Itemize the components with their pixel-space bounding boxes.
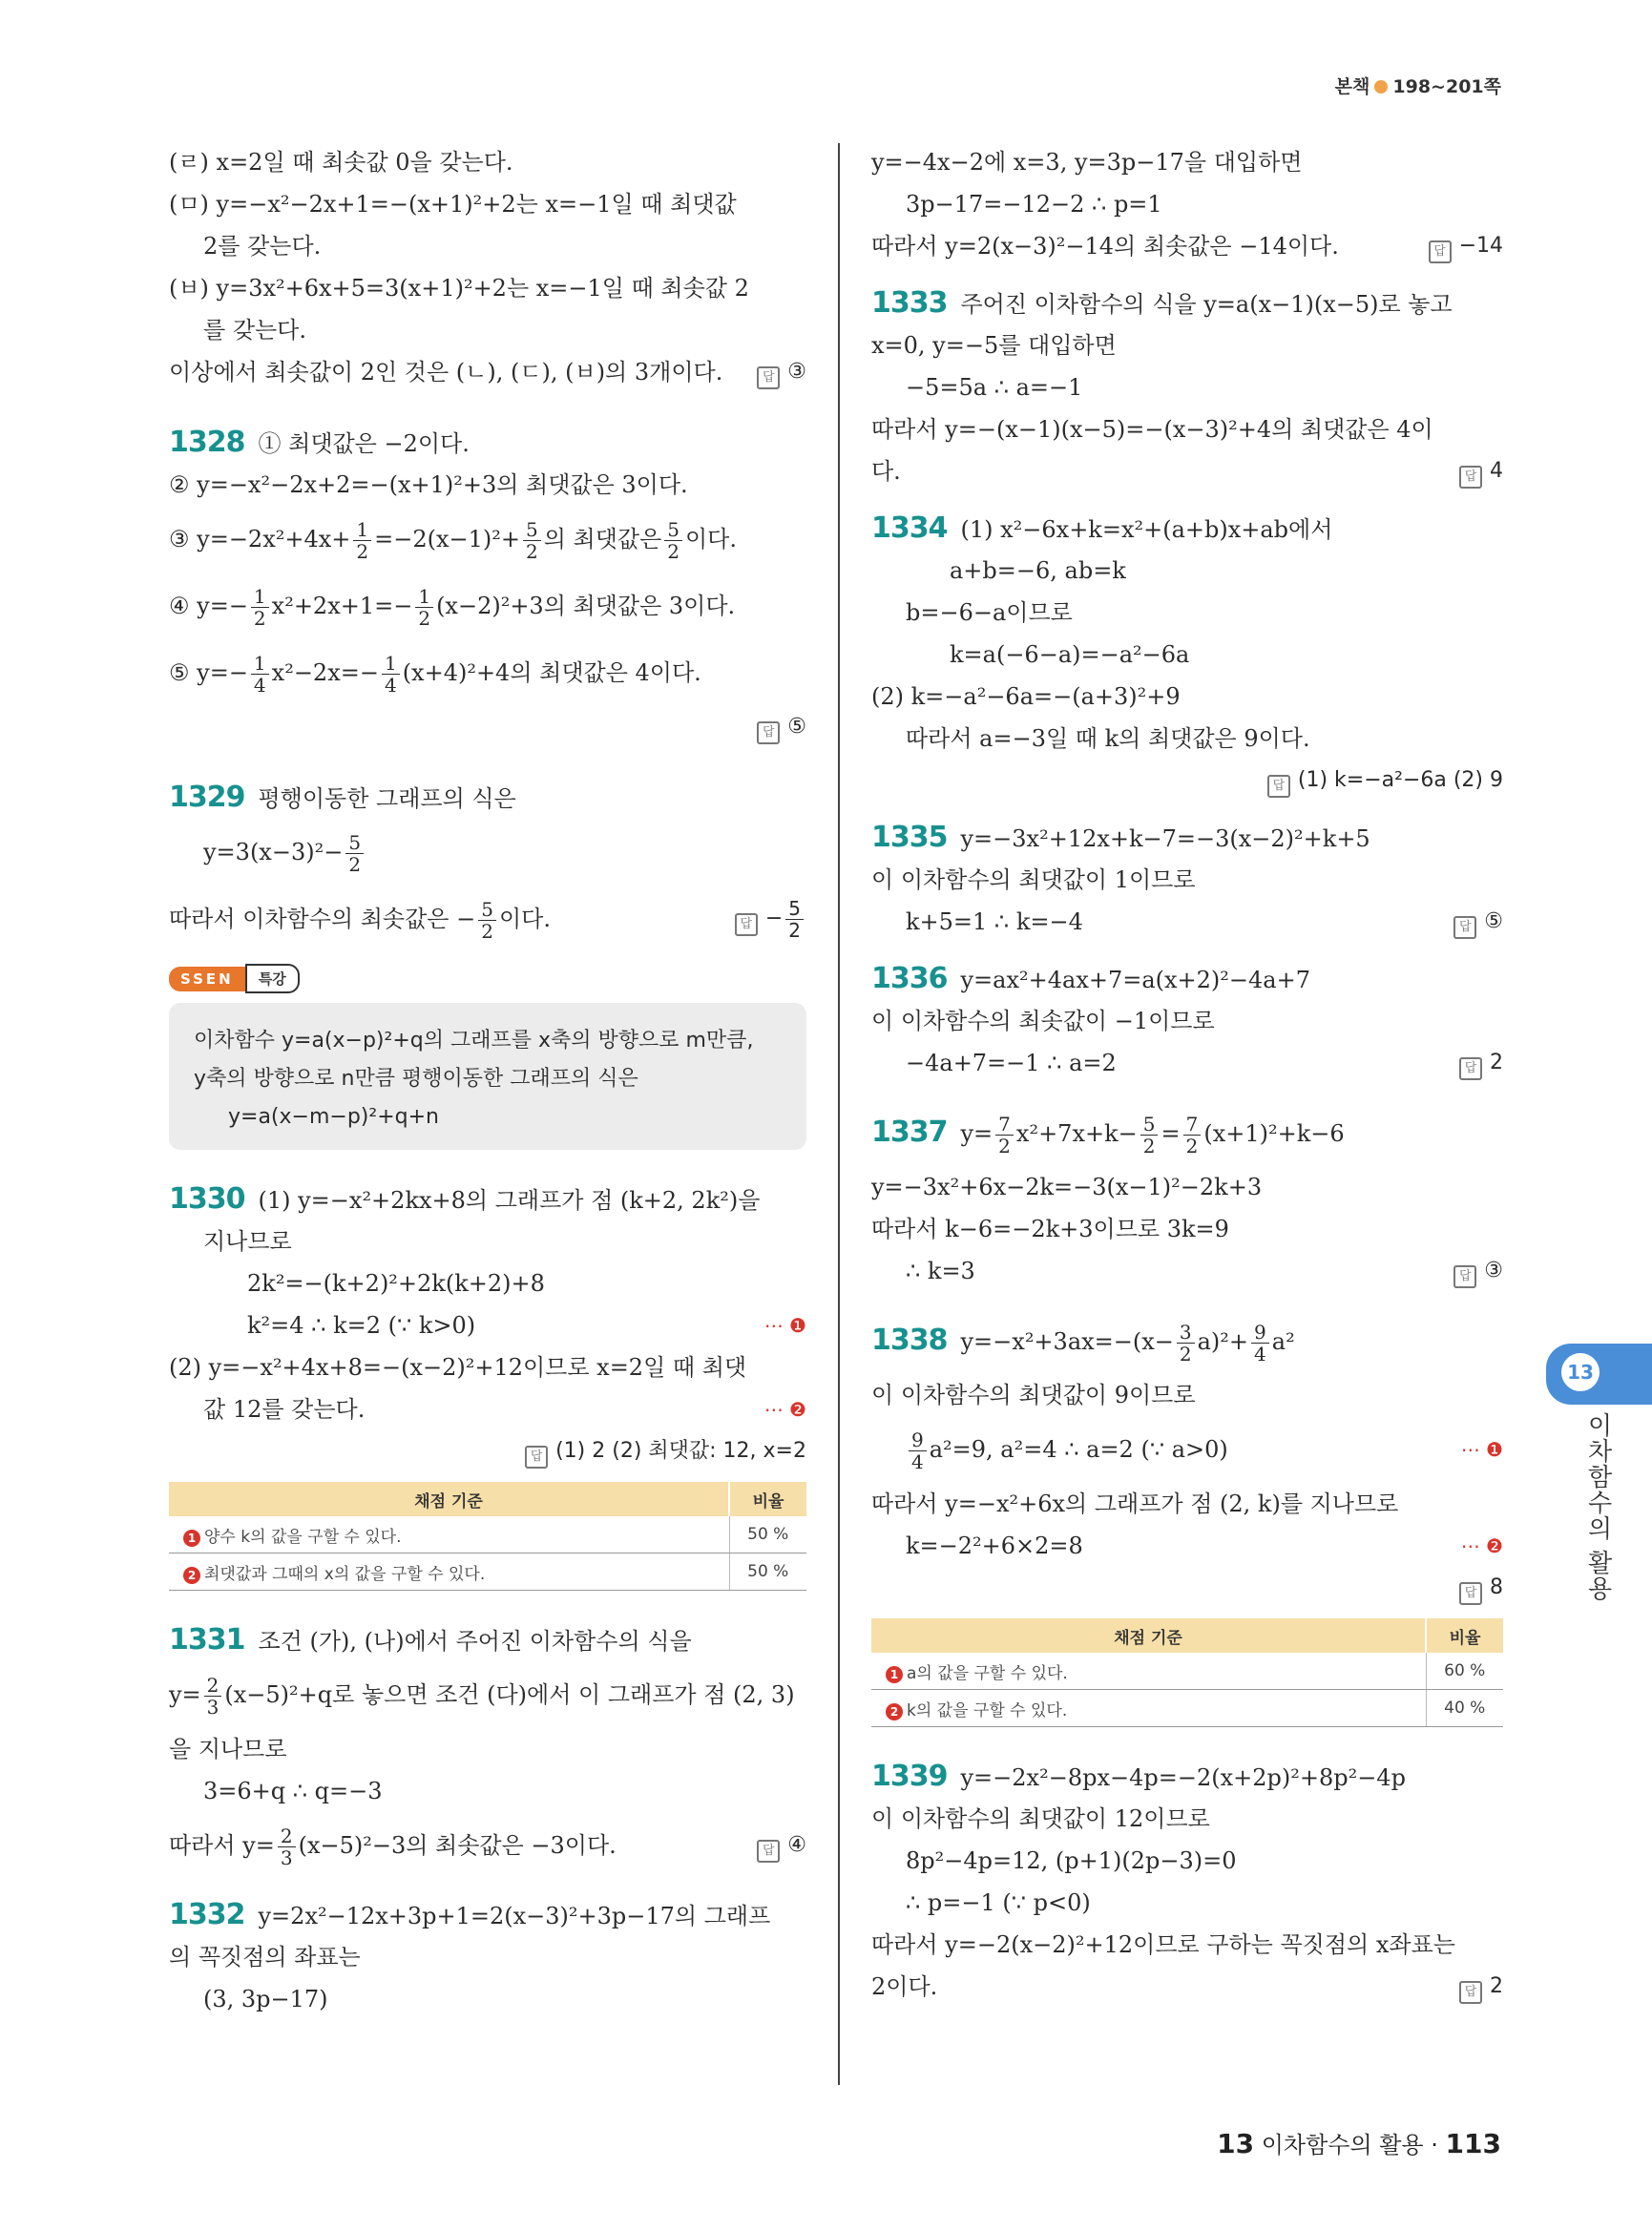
text: 주어진 이차함수의 식을 y=a(x−1)(x−5)로 놓고 (960, 291, 1453, 318)
answer-1335 (1453, 901, 1503, 943)
answer-mark-icon: 답 (757, 721, 780, 744)
answer-mark-icon: 답 (1459, 1057, 1482, 1080)
step-marker: ⋯ ❶ (763, 1314, 806, 1337)
text-line: b=−6−a이므로 (906, 599, 1073, 626)
footer-title: 이차함수의 활용 (1261, 2132, 1424, 2158)
text: y=ax²+4ax+7=a(x+2)²−4a+7 (960, 967, 1310, 993)
table-header: 채점 기준 (169, 1482, 729, 1516)
text-line: 따라서 y=−2(x−2)²+12이므로 구하는 꼭짓점의 x좌표는 (871, 1931, 1455, 1958)
text-line: 3=6+q ∴ q=−3 (203, 1778, 383, 1804)
answer-value: (1) 2 (2) 최댓값: 12, x=2 (555, 1439, 806, 1463)
text: (x−2)²+3의 최댓값은 3이다. (436, 593, 736, 619)
numerator: 7 (1183, 1114, 1202, 1136)
text: k=−2²+6×2=8 (906, 1533, 1083, 1559)
dot-icon (1374, 80, 1388, 94)
answer-1329 (735, 886, 806, 952)
answer-1331 (757, 1812, 806, 1879)
table-header: 채점 기준 (871, 1618, 1426, 1653)
text: 이다. (498, 906, 551, 932)
problem-1331 (169, 1619, 806, 1661)
answer-value: ⑤ (787, 715, 806, 739)
text: 2이다. (871, 1973, 938, 2000)
text: x²+2x+1=− (271, 593, 413, 619)
text-line: 따라서 a=−3일 때 k의 최댓값은 9이다. (906, 725, 1310, 752)
denominator: 2 (253, 607, 266, 630)
badge-label: 특강 (245, 964, 300, 993)
tip-line: y=a(x−m−p)²+q+n (228, 1105, 439, 1129)
problem-number: 1337 (871, 1116, 948, 1149)
text: 평행이동한 그래프의 식은 (258, 785, 516, 812)
numerator: 1 (415, 586, 433, 608)
text-line (871, 1525, 1503, 1567)
answer-mark-icon: 답 (1459, 1981, 1482, 2004)
text-line: −5=5a ∴ a=−1 (906, 374, 1083, 401)
denominator: 2 (998, 1135, 1011, 1157)
problem-number: 1332 (169, 1898, 245, 1931)
numerator: 2 (278, 1825, 296, 1847)
text: y= (169, 1681, 201, 1708)
criterion: a의 값을 구할 수 있다. (907, 1663, 1068, 1683)
answer-mark-icon: 답 (735, 913, 758, 936)
criterion: k의 값을 구할 수 있다. (907, 1700, 1068, 1720)
text-line: 8p²−4p=12, (p+1)(2p−3)=0 (906, 1847, 1237, 1874)
tip-box (169, 1003, 806, 1150)
tip-line: y축의 방향으로 n만큼 평행이동한 그래프의 식은 (194, 1067, 638, 1091)
answer-line (169, 706, 806, 748)
fraction (909, 1429, 927, 1472)
answer-1336 (1459, 1042, 1503, 1084)
text-line (169, 819, 806, 886)
text: 값 12를 갖는다. (203, 1396, 366, 1423)
text-line: (ㄹ) x=2일 때 최솟값 0을 갖는다. (169, 149, 513, 176)
fraction (204, 1675, 222, 1718)
problem-number: 1334 (871, 511, 948, 545)
problem-1338 (871, 1307, 1503, 1374)
text-line: (2) y=−x²+4x+8=−(x−2)²+12이므로 x=2일 때 최댓 (169, 1354, 747, 1381)
answer-1334 (1267, 760, 1503, 802)
text-line: (2) k=−a²−6a=−(a+3)²+9 (871, 683, 1181, 710)
fraction (523, 519, 541, 562)
text-line (169, 351, 806, 393)
text-line (169, 639, 806, 706)
text-line: y=−3x²+6x−2k=−3(x−1)²−2k+3 (871, 1174, 1263, 1200)
text: ④ y=− (169, 593, 248, 619)
fraction (251, 586, 269, 629)
fraction (251, 653, 269, 696)
page-range: 198~201쪽 (1392, 76, 1501, 97)
denominator: 3 (206, 1696, 220, 1719)
text-line: 를 갖는다. (203, 317, 306, 344)
answer-line (871, 760, 1503, 802)
text-line (169, 506, 806, 573)
chapter-tab (1546, 1344, 1652, 1405)
table-header: 비율 (1426, 1618, 1503, 1653)
numerator: 5 (478, 899, 496, 921)
page-header (1335, 73, 1501, 98)
scoring-table (871, 1618, 1503, 1727)
problem-number: 1328 (169, 426, 245, 459)
text: (x−5)²−3의 최솟값은 −3이다. (298, 1832, 617, 1859)
numerator: 3 (1177, 1322, 1195, 1344)
step-number-icon: 2 (886, 1703, 903, 1720)
text-line: 이 이차함수의 최댓값이 9이므로 (871, 1382, 1196, 1408)
text-line: 3p−17=−12−2 ∴ p=1 (906, 191, 1162, 218)
text: (1) y=−x²+2kx+8의 그래프가 점 (k+2, 2k²)을 (258, 1187, 761, 1214)
left-column (169, 141, 806, 2020)
badge-label: SSEN (169, 967, 245, 991)
problem-number: 1331 (169, 1623, 245, 1657)
text: (x+1)²+k−6 (1203, 1120, 1345, 1147)
text-line: 을 지나므로 (169, 1736, 287, 1762)
text: y=−3x²+12x+k−7=−3(x−2)²+k+5 (960, 825, 1370, 852)
text: y=3(x−3)²− (203, 839, 344, 865)
fraction (995, 1114, 1014, 1157)
answer-value: 2 (1490, 1974, 1503, 1998)
fraction (278, 1825, 296, 1868)
denominator: 4 (1254, 1343, 1266, 1366)
text-line: ② y=−x²−2x+2=−(x+1)²+3의 최댓값은 3이다. (169, 471, 688, 498)
text-line (871, 225, 1503, 267)
problem-number: 1338 (871, 1324, 948, 1357)
step-number-icon: 2 (183, 1567, 200, 1584)
text-line: (ㅂ) y=3x²+6x+5=3(x+1)²+2는 x=−1일 때 최솟값 2 (169, 275, 749, 302)
answer-value: 8 (1490, 1575, 1503, 1599)
text-line (169, 886, 806, 952)
text: 따라서 이차함수의 최솟값은 − (169, 906, 476, 932)
answer-mark-icon: 답 (1429, 240, 1452, 263)
text: (1) x²−6x+k=x²+(a+b)x+ab에서 (960, 516, 1333, 543)
denominator: 4 (253, 674, 266, 697)
table-row (169, 1553, 806, 1591)
text: y= (960, 1120, 993, 1147)
text: y=−2x²−8px−4p=−2(x+2p)²+8p²−4p (960, 1764, 1406, 1791)
ratio: 50 % (729, 1553, 806, 1591)
answer-value: − (764, 907, 784, 930)
answer-mark-icon: 답 (1453, 1265, 1476, 1288)
answer-1332 (1429, 225, 1503, 267)
tip-line: 이차함수 y=a(x−p)²+q의 그래프를 x축의 방향으로 m만큼, (194, 1029, 754, 1053)
denominator: 2 (525, 540, 538, 563)
text: 조건 (가), (나)에서 주어진 이차함수의 식을 (258, 1628, 692, 1655)
chapter-number: 13 (1561, 1353, 1600, 1391)
denominator: 2 (1142, 1135, 1156, 1157)
fraction (1140, 1114, 1159, 1157)
fraction (415, 586, 433, 629)
problem-1333 (871, 282, 1503, 324)
answer-value: −14 (1458, 234, 1503, 258)
denominator: 2 (788, 918, 801, 942)
answer-mark-icon: 답 (525, 1446, 548, 1469)
text-line (871, 1416, 1503, 1483)
problem-number: 1329 (169, 781, 245, 814)
numerator: 5 (664, 519, 682, 541)
footer-chapter: 13 (1217, 2128, 1255, 2159)
fraction (478, 899, 496, 942)
table-row (871, 1690, 1503, 1727)
text-line: 따라서 y=−x²+6x의 그래프가 점 (2, k)를 지나므로 (871, 1491, 1399, 1517)
text-line: 이 이차함수의 최댓값이 12이므로 (871, 1805, 1210, 1832)
text-line: (3, 3p−17) (203, 1986, 328, 2012)
answer-value: ⑤ (1484, 909, 1503, 933)
answer-value: 2 (1490, 1051, 1503, 1074)
problem-1334 (871, 508, 1503, 550)
ratio: 40 % (1426, 1690, 1503, 1727)
denominator: 2 (481, 920, 493, 943)
step-marker: ⋯ ❶ (1460, 1438, 1503, 1461)
text-line (169, 573, 806, 639)
text-line (871, 901, 1503, 943)
table-row (871, 1653, 1503, 1690)
step-marker: ⋯ ❷ (1460, 1534, 1503, 1557)
text-line: 따라서 k−6=−2k+3이므로 3k=9 (871, 1216, 1229, 1242)
answer-mark-icon: 답 (1453, 916, 1476, 939)
column-divider (838, 143, 840, 2085)
problem-number: 1339 (871, 1760, 948, 1793)
answer-mark-icon: 답 (1459, 1582, 1482, 1605)
answer-mark-icon: 답 (757, 366, 780, 389)
text: a)²+ (1197, 1328, 1249, 1355)
numerator: 2 (204, 1675, 222, 1697)
step-number-icon: 1 (183, 1530, 200, 1547)
fraction (345, 832, 364, 875)
fraction (1251, 1322, 1269, 1365)
text: = (1161, 1120, 1181, 1147)
text-line: 2를 갖는다. (203, 233, 322, 260)
step-marker: ⋯ ❷ (763, 1398, 806, 1421)
text-line (871, 1966, 1503, 2008)
answer-mark-icon: 답 (757, 1840, 780, 1863)
answer-value: ④ (787, 1833, 806, 1857)
numerator: 5 (1140, 1114, 1159, 1136)
text-line: ∴ p=−1 (∵ p<0) (906, 1889, 1091, 1916)
text: k²=4 ∴ k=2 (∵ k>0) (247, 1312, 476, 1339)
text-line: k=a(−6−a)=−a²−6a (950, 641, 1190, 668)
answer-line (871, 1567, 1503, 1609)
chapter-title-vertical: 이차함수의 활용 (1583, 1412, 1612, 1602)
numerator: 1 (251, 586, 269, 608)
text: y=2x²−12x+3p+1=2(x−3)²+3p−17의 그래프 (258, 1903, 771, 1929)
table-header: 비율 (729, 1482, 806, 1516)
page-footer (1217, 2126, 1501, 2159)
problem-1339 (871, 1756, 1503, 1798)
answer-line (169, 1430, 806, 1472)
numerator: 9 (1251, 1322, 1269, 1344)
denominator: 2 (348, 853, 362, 876)
denominator: 2 (1179, 1343, 1192, 1366)
text-line: 따라서 y=−(x−1)(x−5)=−(x−3)²+4의 최댓값은 4이 (871, 416, 1433, 443)
fraction (353, 519, 371, 562)
numerator: 7 (995, 1114, 1014, 1136)
text: ③ y=−2x²+4x+ (169, 526, 351, 553)
fraction (785, 898, 804, 941)
problem-1332 (169, 1894, 806, 1936)
denominator: 2 (356, 540, 369, 563)
problem-number: 1335 (871, 821, 948, 854)
text-line: y=−4x−2에 x=3, y=3p−17을 대입하면 (871, 149, 1303, 176)
problem-1335 (871, 817, 1503, 859)
text: ∴ k=3 (906, 1258, 975, 1284)
problem-1336 (871, 958, 1503, 1000)
denominator: 3 (280, 1846, 293, 1869)
answer-value: ③ (1484, 1259, 1503, 1282)
scoring-table (169, 1482, 806, 1591)
text: 이상에서 최솟값이 2인 것은 (ㄴ), (ㄷ), (ㅂ)의 3개이다. (169, 359, 723, 386)
text: k+5=1 ∴ k=−4 (906, 908, 1083, 935)
ratio: 60 % (1426, 1653, 1503, 1690)
answer-value: ③ (787, 360, 806, 384)
table-row (169, 1516, 806, 1553)
numerator: 1 (382, 653, 400, 675)
text-line: 이 이차함수의 최댓값이 1이므로 (871, 866, 1196, 893)
problem-number: 1333 (871, 286, 948, 320)
problem-1337 (871, 1099, 1503, 1166)
text-line: a+b=−6, ab=k (950, 557, 1126, 584)
fraction (382, 653, 400, 696)
footer-separator: · (1431, 2132, 1438, 2158)
text: ⑤ y=− (169, 659, 248, 686)
numerator: 5 (785, 898, 804, 920)
fraction (1177, 1322, 1195, 1365)
answer-mark-icon: 답 (1459, 466, 1482, 489)
fraction (1183, 1114, 1202, 1157)
text-line (871, 1042, 1503, 1084)
text: 다. (871, 458, 901, 485)
text: 따라서 y= (169, 1832, 275, 1859)
problem-1328 (169, 422, 806, 464)
answer-1327 (757, 351, 806, 393)
text-line: x=0, y=−5를 대입하면 (871, 332, 1117, 359)
answer-1338 (1459, 1567, 1503, 1609)
answer-value: (1) k=−a²−6a (2) 9 (1297, 768, 1503, 792)
page-number: 113 (1445, 2128, 1501, 2159)
ssen-badge (169, 964, 300, 993)
text-line: 의 꼭짓점의 좌표는 (169, 1944, 361, 1970)
text: x²+7x+k− (1015, 1120, 1138, 1147)
fraction (664, 519, 682, 562)
book-label: 본책 (1334, 76, 1370, 97)
text-line (871, 1250, 1503, 1292)
text-line (169, 1661, 806, 1728)
answer-1337 (1453, 1250, 1503, 1292)
text-line: (ㅁ) y=−x²−2x+1=−(x+1)²+2는 x=−1일 때 최댓값 (169, 191, 737, 218)
numerator: 5 (345, 832, 364, 854)
text-line (169, 1304, 806, 1346)
answer-1333 (1459, 450, 1503, 492)
criterion: 최댓값과 그때의 x의 값을 구할 수 있다. (204, 1564, 486, 1584)
text-line: 이 이차함수의 최솟값이 −1이므로 (871, 1008, 1215, 1034)
numerator: 1 (251, 653, 269, 675)
denominator: 4 (911, 1450, 924, 1473)
text-line (169, 1388, 806, 1430)
denominator: 2 (1185, 1135, 1199, 1157)
numerator: 5 (523, 519, 541, 541)
step-number-icon: 1 (886, 1666, 903, 1683)
answer-1328 (757, 706, 806, 748)
answer-value: 4 (1490, 459, 1503, 483)
criterion: 양수 k의 값을 구할 수 있다. (204, 1527, 402, 1547)
text: x²−2x=− (271, 659, 379, 686)
text-line (871, 450, 1503, 492)
denominator: 4 (384, 674, 397, 697)
text-line: 2k²=−(k+2)²+2k(k+2)+8 (247, 1270, 545, 1297)
numerator: 9 (909, 1429, 927, 1451)
problem-number: 1336 (871, 962, 948, 995)
ratio: 50 % (729, 1516, 806, 1553)
text: a²=9, a²=4 ∴ a=2 (∵ a>0) (929, 1436, 1228, 1463)
text: 이다. (685, 526, 737, 553)
text-line (169, 1812, 806, 1879)
denominator: 2 (418, 607, 431, 630)
problem-1330 (169, 1178, 806, 1220)
text: a² (1271, 1328, 1295, 1355)
text: 따라서 y=2(x−3)²−14의 최솟값은 −14이다. (871, 233, 1339, 260)
text: (x+4)²+4의 최댓값은 4이다. (402, 659, 701, 686)
denominator: 2 (667, 540, 680, 563)
problem-number: 1330 (169, 1182, 245, 1216)
text: y=−x²+3ax=−(x− (960, 1328, 1174, 1355)
text: ① 최댓값은 −2이다. (258, 430, 470, 457)
text: =−2(x−1)²+ (374, 526, 520, 553)
text: −4a+7=−1 ∴ a=2 (906, 1050, 1117, 1076)
numerator: 1 (353, 519, 371, 541)
text: (x−5)²+q로 놓으면 조건 (다)에서 이 그래프가 점 (2, 3) (224, 1681, 795, 1708)
answer-1339 (1459, 1966, 1503, 2008)
text-line: 지나므로 (203, 1228, 292, 1255)
text: 의 최댓값은 (543, 526, 662, 553)
answer-1330 (525, 1430, 806, 1472)
problem-1329 (169, 777, 806, 819)
right-column (871, 141, 1503, 2008)
answer-mark-icon: 답 (1267, 775, 1290, 798)
